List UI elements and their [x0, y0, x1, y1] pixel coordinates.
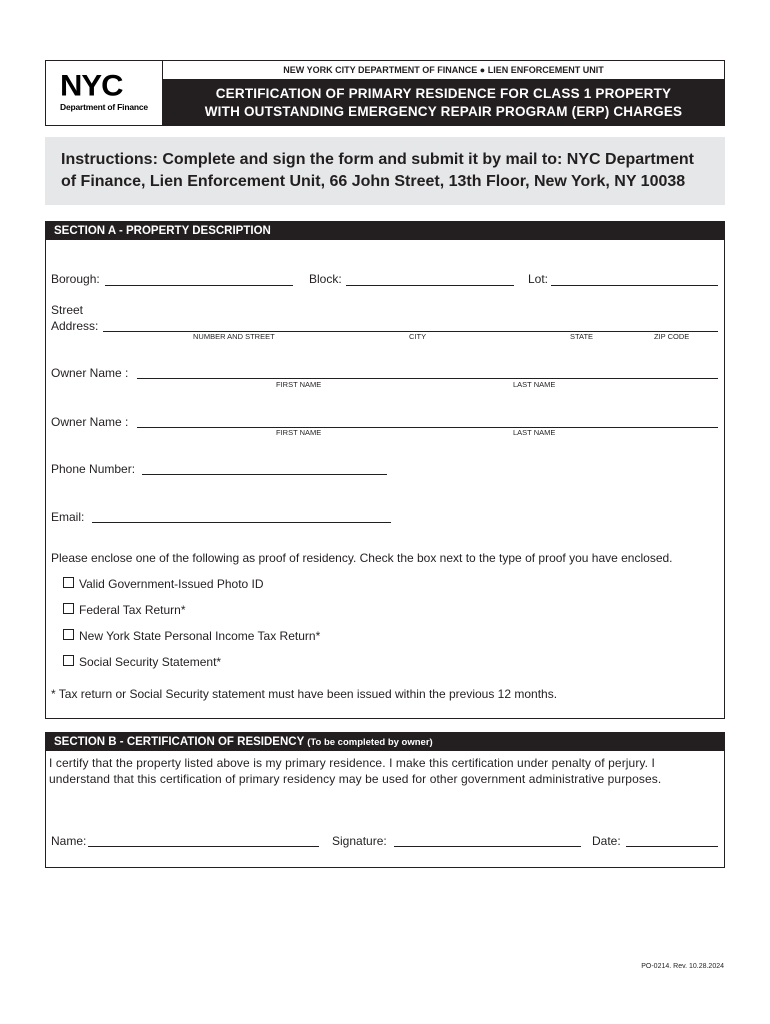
instructions-box: Instructions: Complete and sign the form and submit it by mail to: NYC Department of Finance, Lien Enforcement Unit, 66 John Street, 13th Floor, New York, NY 10038 — [45, 137, 725, 205]
section-b — [45, 732, 725, 868]
form-title — [163, 80, 724, 126]
phone-label: Phone Number: — [51, 462, 136, 476]
section-a-heading: SECTION A - PROPERTY DESCRIPTION — [46, 222, 724, 240]
owner-name-2-field[interactable] — [137, 427, 718, 428]
form-title-line-1: CERTIFICATION OF PRIMARY RESIDENCE FOR CLASS 1 PROPERTY — [215, 86, 672, 101]
nys-tax-label: New York State Personal Income Tax Return* — [79, 629, 321, 643]
nys-tax-checkbox[interactable] — [63, 629, 74, 640]
section-a — [45, 221, 725, 719]
owner-2-first-caption: FIRST NAME — [276, 428, 322, 437]
photo-id-checkbox[interactable] — [63, 577, 74, 588]
federal-tax-label: Federal Tax Return* — [79, 603, 186, 617]
email-label: Email: — [51, 510, 85, 524]
email-field[interactable] — [92, 522, 391, 523]
photo-id-label: Valid Government-Issued Photo ID — [79, 577, 264, 591]
owner-name-1-field[interactable] — [137, 378, 718, 379]
phone-field[interactable] — [142, 474, 387, 475]
caption-number-street: NUMBER AND STREET — [193, 332, 275, 341]
nyc-logo-box — [45, 60, 162, 126]
lot-field[interactable] — [551, 285, 718, 286]
section-b-title: SECTION B - CERTIFICATION OF RESIDENCY — [54, 736, 305, 748]
name-field[interactable] — [88, 846, 319, 847]
owner-name-2-label: Owner Name : — [51, 415, 129, 429]
title-box — [162, 60, 725, 126]
caption-state: STATE — [570, 332, 594, 341]
nyc-logo: NYC — [60, 68, 123, 103]
social-security-checkbox[interactable] — [63, 655, 74, 666]
date-label: Date: — [592, 834, 621, 848]
form-title-line-2: WITH OUTSTANDING EMERGENCY REPAIR PROGRAM (ERP) CHARGES — [204, 104, 683, 119]
certification-statement-line-2: understand that this certification of primary residency may be used for other government administrative purposes. — [49, 772, 662, 786]
street-label-2: Address: — [51, 319, 99, 333]
department-name: Department of Finance — [60, 102, 148, 112]
certification-statement-line-1: I certify that the property listed above is my primary residence. I make this certification under penalty of perjury. I — [49, 756, 655, 770]
street-label-1: Street — [51, 303, 84, 317]
borough-label: Borough: — [51, 272, 100, 286]
form-revision: PO-0214. Rev. 10.28.2024 — [641, 963, 724, 970]
proof-instruction: Please enclose one of the following as proof of residency. Check the box next to the type of proof you have enclosed. — [51, 551, 673, 565]
footnote: * Tax return or Social Security statement must have been issued within the previous 12 months. — [51, 687, 558, 701]
date-field[interactable] — [626, 846, 718, 847]
borough-field[interactable] — [105, 285, 293, 286]
lot-label: Lot: — [528, 272, 549, 286]
owner-name-1-label: Owner Name : — [51, 366, 129, 380]
owner-2-last-caption: LAST NAME — [513, 428, 556, 437]
block-field[interactable] — [346, 285, 514, 286]
agency-line: NEW YORK CITY DEPARTMENT OF FINANCE ● LIEN ENFORCEMENT UNIT — [163, 61, 724, 80]
federal-tax-checkbox[interactable] — [63, 603, 74, 614]
block-label: Block: — [309, 272, 342, 286]
section-b-note: (To be completed by owner) — [307, 737, 433, 748]
owner-1-last-caption: LAST NAME — [513, 380, 556, 389]
social-security-label: Social Security Statement* — [79, 655, 222, 669]
name-label: Name: — [51, 834, 87, 848]
section-b-heading — [46, 733, 724, 751]
caption-city: CITY — [409, 332, 427, 341]
owner-1-first-caption: FIRST NAME — [276, 380, 322, 389]
signature-field[interactable] — [394, 846, 581, 847]
signature-label: Signature: — [332, 834, 387, 848]
caption-zip: ZIP CODE — [654, 332, 690, 341]
